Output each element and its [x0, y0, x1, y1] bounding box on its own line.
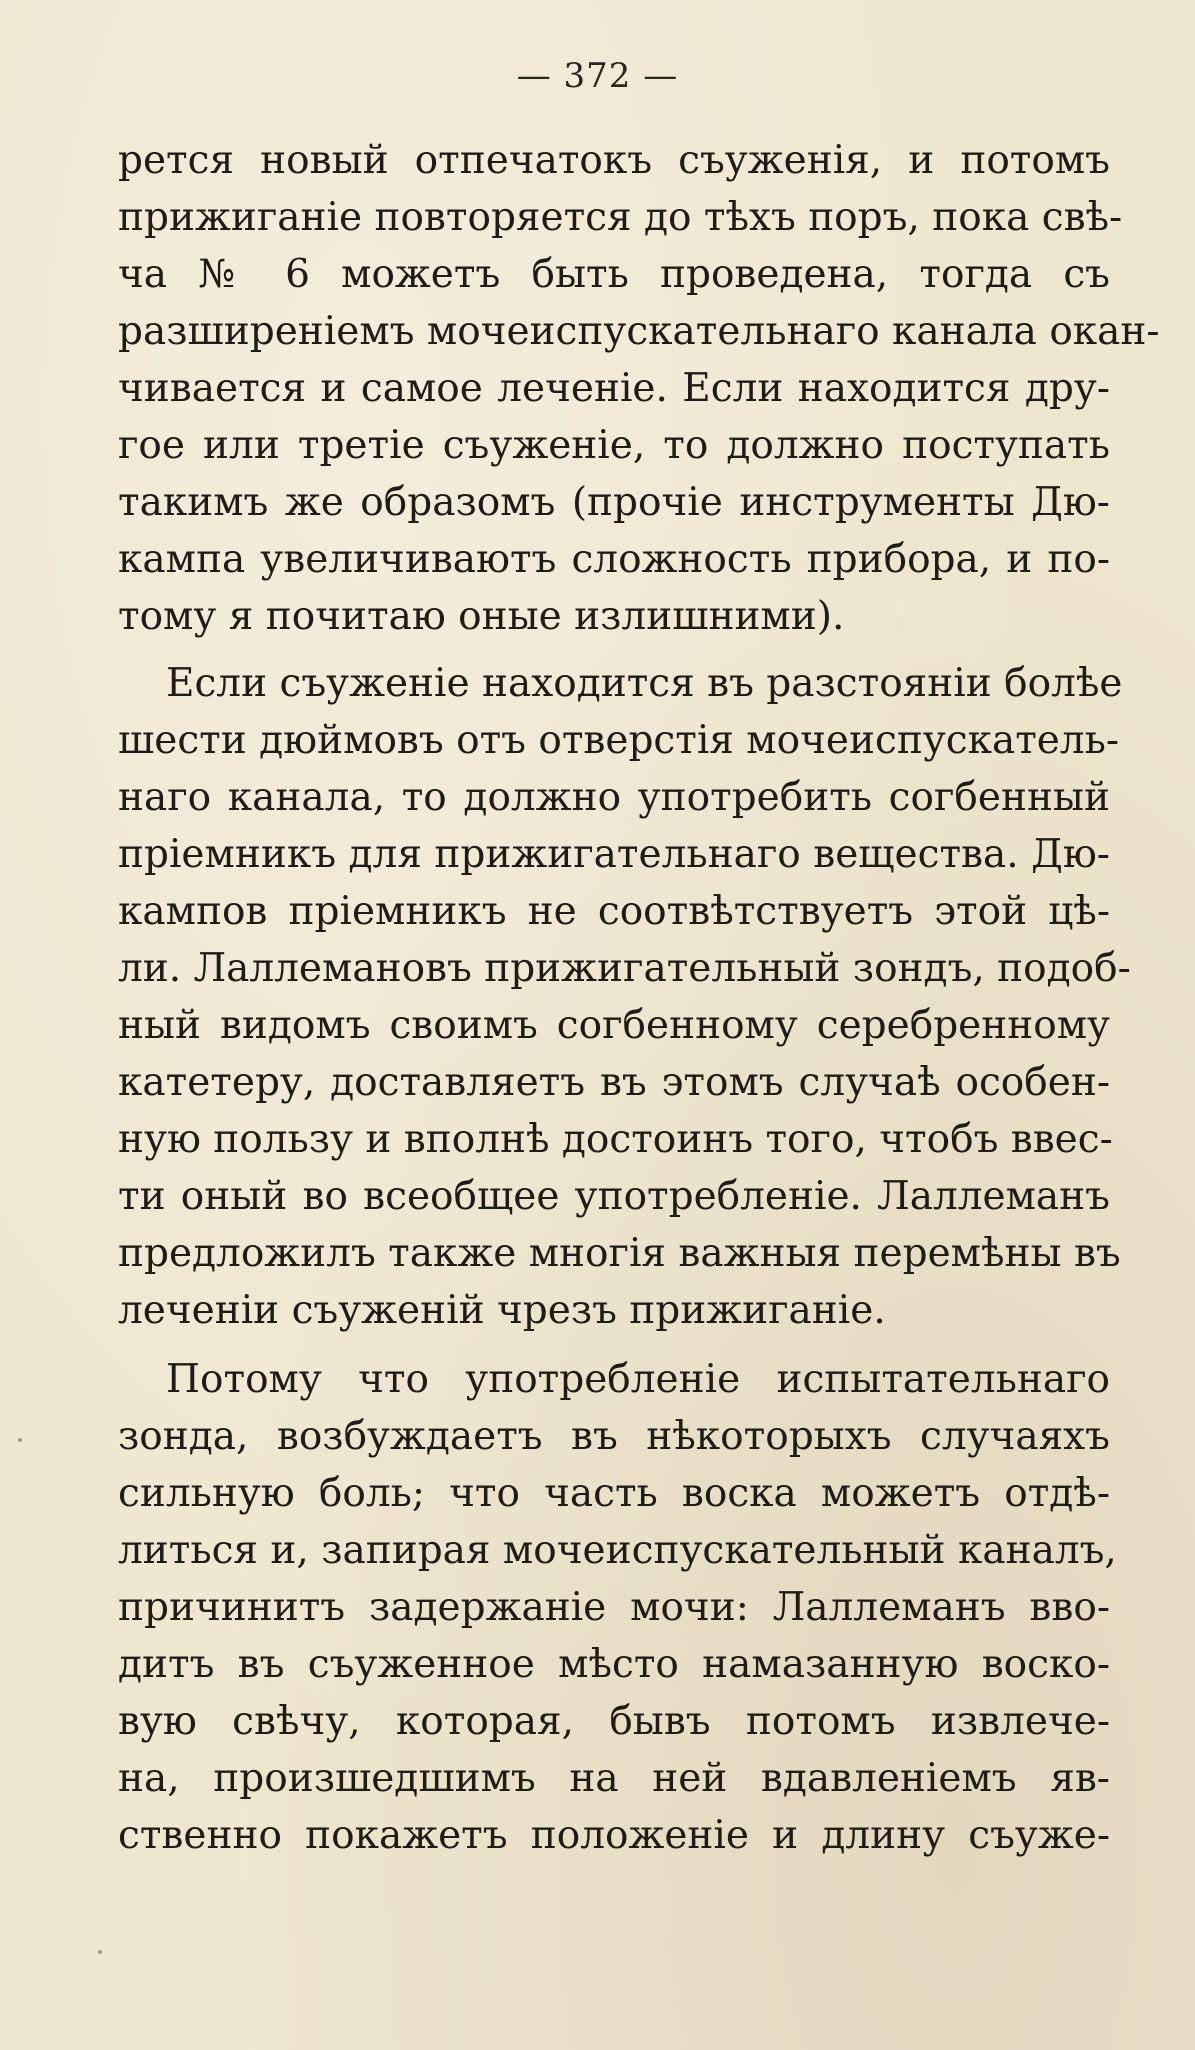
text-line: рется новый отпечатокъ съуженія, и потомъ [118, 138, 1110, 183]
page-number: — 372 — [516, 56, 679, 96]
text-line: дитъ въ съуженное мѣсто намазанную воско- [118, 1642, 1110, 1687]
text-line: Потому что употребленіе испытательнаго [166, 1357, 1110, 1402]
text-line: ственно покажетъ положеніе и длину съуже- [118, 1813, 1110, 1858]
paragraph-1 [118, 132, 1160, 645]
text-line: сильную боль; что часть воска можетъ отдѣ- [118, 1471, 1110, 1516]
text-line: Если съуженіе находится въ разстояніи болѣе [166, 661, 1123, 706]
paper-speck [98, 1950, 102, 1954]
text-line: кампов пріемникъ не соотвѣтствуетъ этой цѣ- [118, 889, 1110, 934]
text-line: разширеніемъ мочеиспускательнаго канала окан- [118, 309, 1160, 354]
body-text [118, 132, 1160, 1864]
text-line: на, произшедшимъ на ней вдавленіемъ яв- [118, 1756, 1110, 1801]
paper-speck [18, 1438, 22, 1442]
text-line: гое или третіе съуженіе, то должно поступать [118, 423, 1110, 468]
text-line: наго канала, то должно употребить согбенный [118, 775, 1110, 820]
text-line: ли. Лаллемановъ прижигательный зондъ, подоб- [118, 946, 1131, 991]
text-line: леченіи съуженій чрезъ прижиганіе. [118, 1288, 886, 1333]
text-line: ти оный во всеобщее употребленіе. Лаллеманъ [118, 1174, 1110, 1219]
text-line: зонда, возбуждаетъ въ нѣкоторыхъ случаяхъ [118, 1414, 1110, 1459]
text-line: пріемникъ для прижигательнаго вещества. Дю- [118, 832, 1110, 877]
text-line: чивается и самое леченіе. Если находится дру- [118, 366, 1110, 411]
text-line: причинитъ задержаніе мочи: Лаллеманъ вво- [118, 1585, 1110, 1630]
text-line: прижиганіе повторяется до тѣхъ поръ, пока свѣ- [118, 195, 1123, 240]
text-line: предложилъ также многія важныя перемѣны въ [118, 1231, 1121, 1276]
paragraph-3 [118, 1351, 1117, 1864]
text-line: ную пользу и вполнѣ достоинъ того, чтобъ ввес- [118, 1117, 1113, 1162]
paragraph-spacer [118, 645, 1110, 655]
text-line: катетеру, доставляетъ въ этомъ случаѣ особен- [118, 1060, 1110, 1105]
text-line: кампа увеличиваютъ сложность прибора, и по- [118, 537, 1110, 582]
text-line: ный видомъ своимъ согбенному серебренному [118, 1003, 1110, 1048]
text-line: литься и, запирая мочеиспускательный каналъ, [118, 1528, 1117, 1573]
paragraph-spacer [118, 1339, 1110, 1351]
text-line: шести дюймовъ отъ отверстія мочеиспускатель- [118, 718, 1120, 763]
text-line: ча № 6 можетъ быть проведена, тогда съ [118, 252, 1110, 297]
paragraph-2 [118, 655, 1131, 1339]
text-line: тому я почитаю оные излишними). [118, 594, 845, 639]
text-line: вую свѣчу, которая, бывъ потомъ извлече- [118, 1699, 1110, 1744]
text-line: такимъ же образомъ (прочіе инструменты Дю- [118, 480, 1110, 525]
